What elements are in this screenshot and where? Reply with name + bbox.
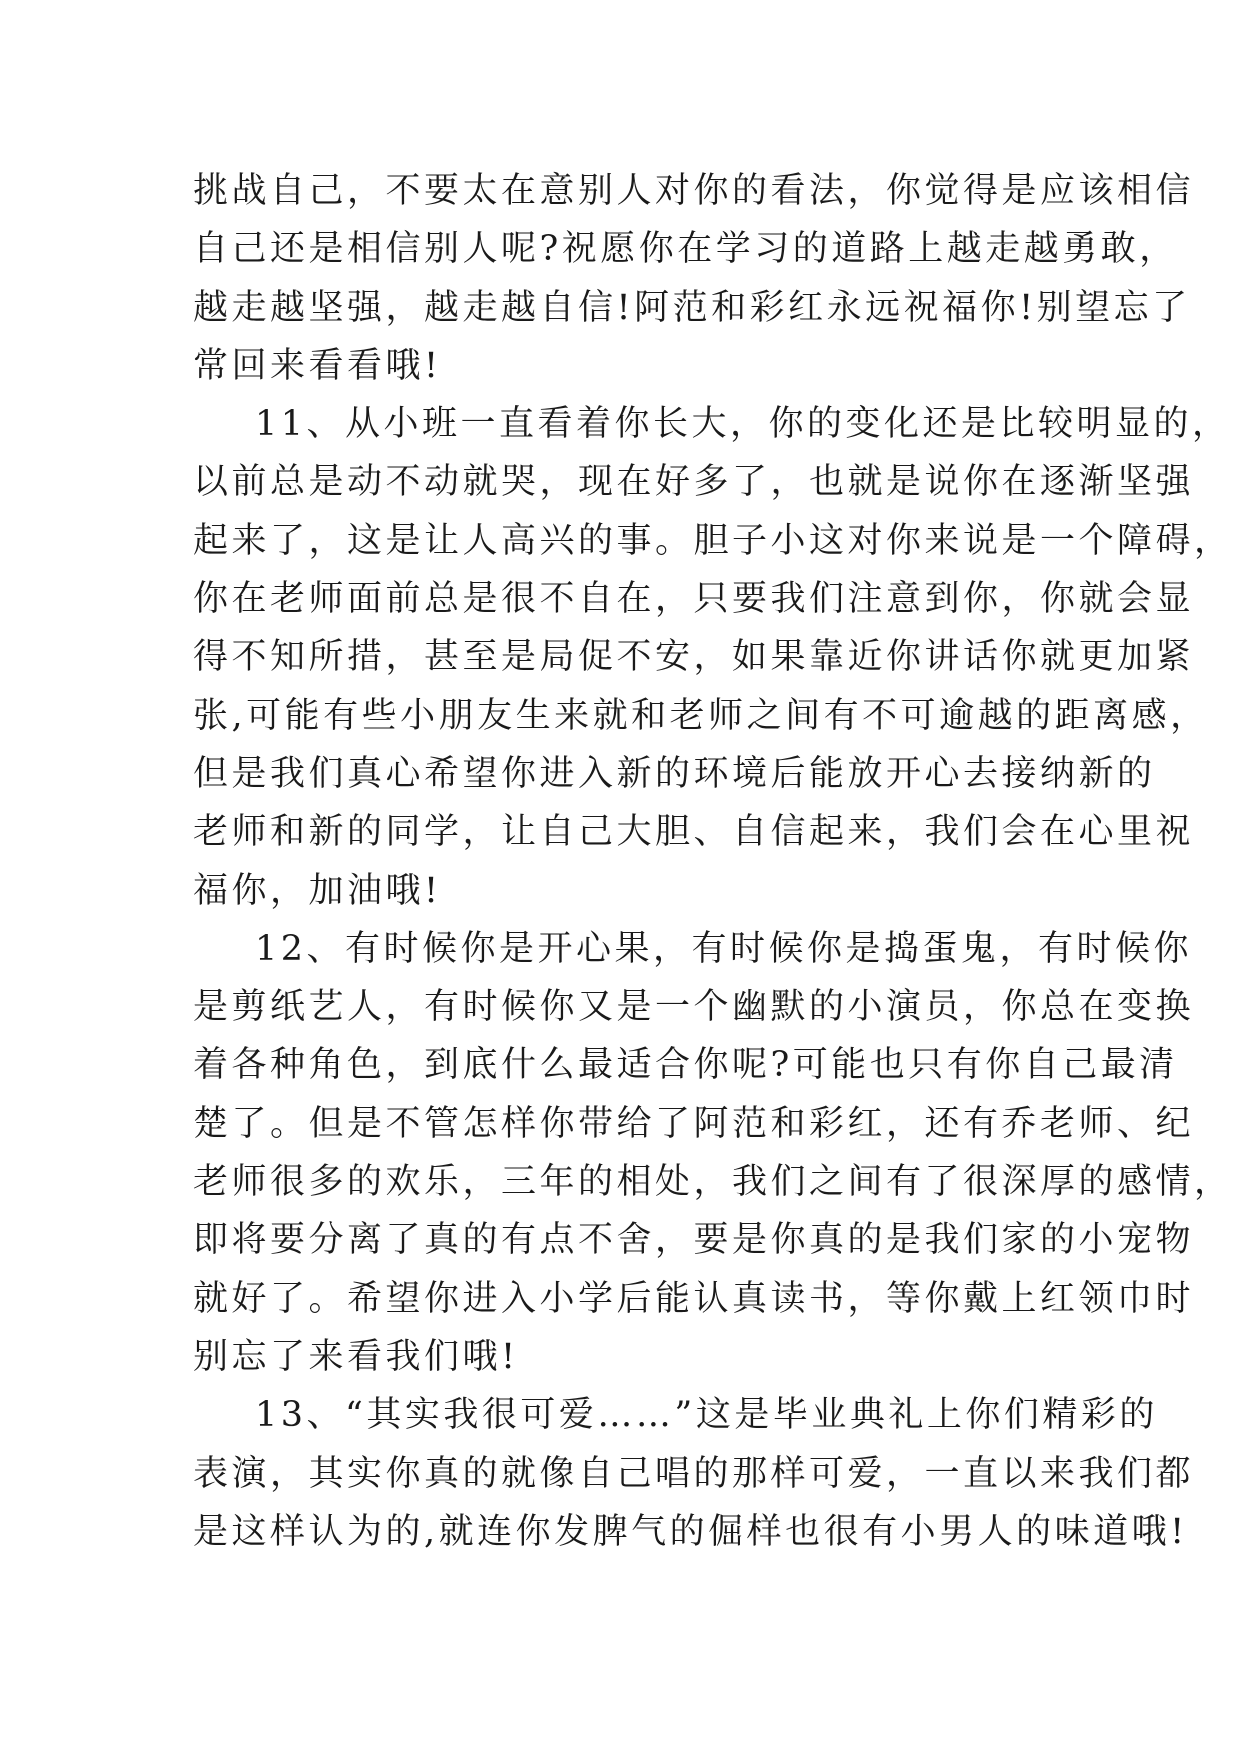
text-line: 张,可能有些小朋友生来就和老师之间有不可逾越的距离感， (193, 695, 1209, 736)
text-line: 起来了，这是让人高兴的事。胆子小这对你来说是一个障碍， (193, 520, 1233, 561)
text-line: 12、有时候你是开心果，有时候你是捣蛋鬼，有时候你 (255, 928, 1193, 969)
text-line: 得不知所措，甚至是局促不安，如果靠近你讲话你就更加紧 (193, 637, 1195, 678)
text-line: 自己还是相信别人呢?祝愿你在学习的道路上越走越勇敢， (193, 229, 1178, 270)
text-line: 即将要分离了真的有点不舍，要是你真的是我们家的小宠物 (193, 1220, 1195, 1261)
text-line: 就好了。希望你进入小学后能认真读书，等你戴上红领巾时 (193, 1278, 1195, 1319)
text-line: 以前总是动不动就哭，现在好多了，也就是说你在逐渐坚强 (193, 462, 1195, 503)
text-line: 挑战自己，不要太在意别人对你的看法，你觉得是应该相信 (193, 171, 1195, 211)
text-line: 表演，其实你真的就像自己唱的那样可爱，一直以来我们都 (193, 1453, 1195, 1494)
text-line: 福你，加油哦! (193, 870, 442, 911)
text-line: 是这样认为的,就连你发脾气的倔样也很有小男人的味道哦! (193, 1511, 1188, 1552)
text-line: 常回来看看哦! (193, 345, 442, 386)
document-body (193, 162, 1233, 1561)
text-line: 别忘了来看我们哦! (193, 1336, 519, 1377)
text-line: 是剪纸艺人，有时候你又是一个幽默的小演员，你总在变换 (193, 987, 1195, 1028)
text-line: 但是我们真心希望你进入新的环境后能放开心去接纳新的 (193, 753, 1156, 794)
text-line: 老师很多的欢乐，三年的相处，我们之间有了很深厚的感情， (193, 1162, 1233, 1203)
text-line: 你在老师面前总是很不自在，只要我们注意到你，你就会显 (193, 579, 1195, 620)
paragraph (193, 162, 1195, 395)
text-line: 着各种角色，到底什么最适合你呢?可能也只有你自己最清 (193, 1045, 1178, 1086)
paragraph (193, 1386, 1195, 1561)
paragraph (193, 395, 1233, 920)
text-line: 越走越坚强，越走越自信!阿范和彩红永远祝福你!别望忘了 (193, 287, 1191, 328)
text-line: 13、“其实我很可爱……”这是毕业典礼上你们精彩的 (255, 1395, 1158, 1436)
text-line: 老师和新的同学，让自己大胆、自信起来，我们会在心里祝 (193, 812, 1195, 853)
text-line: 11、从小班一直看着你长大，你的变化还是比较明显的， (255, 404, 1231, 445)
paragraph (193, 920, 1233, 1386)
text-line: 楚了。但是不管怎样你带给了阿范和彩红，还有乔老师、纪 (193, 1103, 1195, 1144)
